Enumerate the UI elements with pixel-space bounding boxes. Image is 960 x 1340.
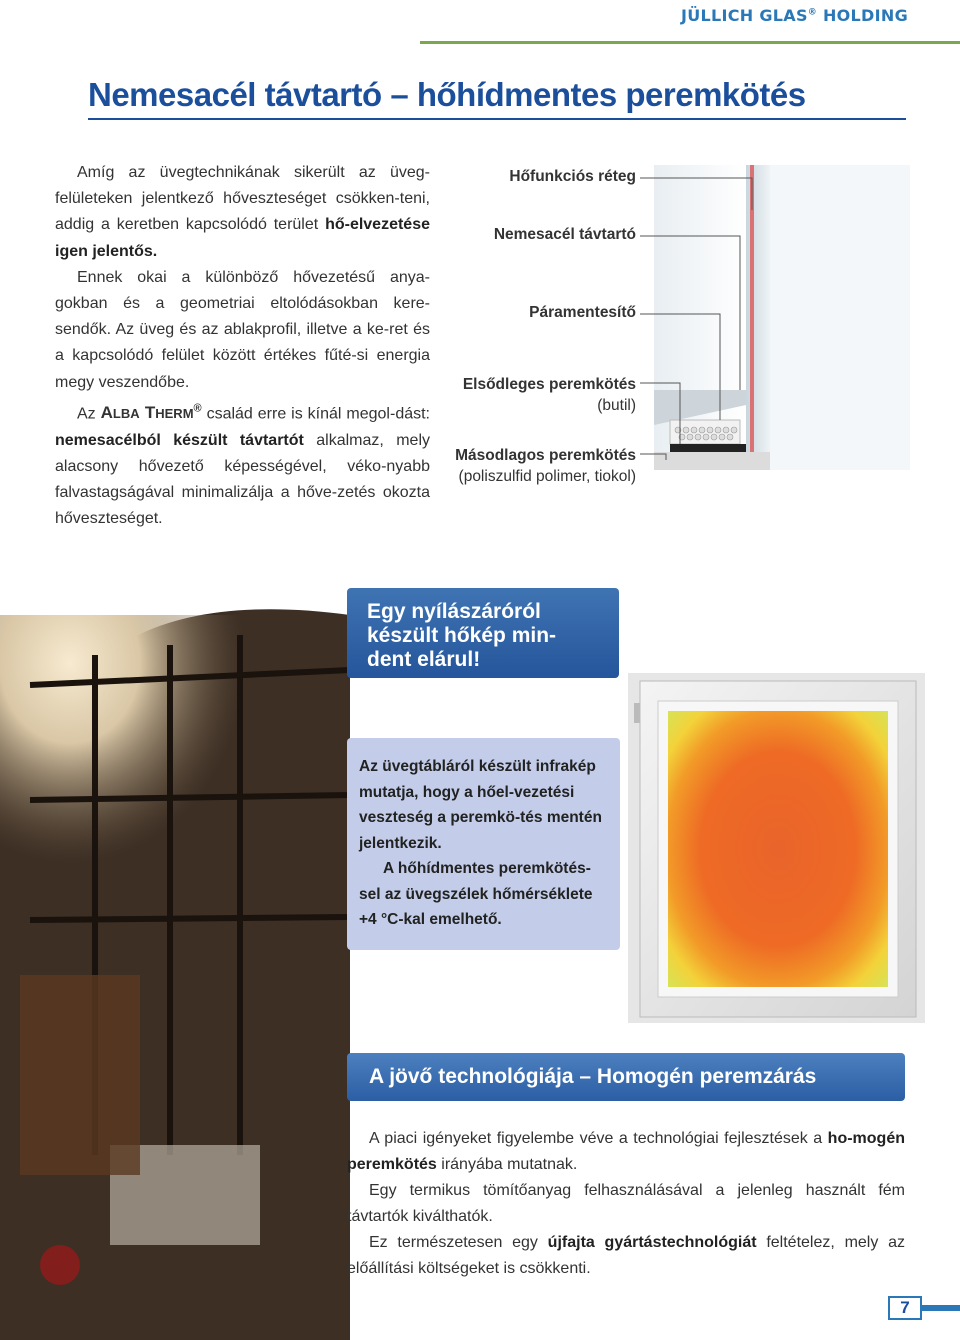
bottom-text xyxy=(347,1126,905,1282)
intro-paragraph-3: Az ALBA THERM® család erre is kínál megol-dást: nemesacélból készült távtartót alkalmaz, mely alacsony hővezető képességével, véko-nyabb falvastagságával minimalizálja a hőve-zetés okozta hőveszteséget. xyxy=(55,402,431,528)
thermal-callout: Egy nyílászáróról készült hőkép min-dent elárul! xyxy=(347,588,619,678)
glass-background xyxy=(770,165,910,470)
section-banner: A jövő technológiája – Homogén peremzárás xyxy=(347,1053,905,1101)
header-rule xyxy=(420,41,960,44)
infrared-window xyxy=(628,673,925,1023)
edge-seal-diagram xyxy=(440,150,960,510)
brand-logo: JÜLLICH GLAS® HOLDING xyxy=(680,6,908,25)
secondary-seal xyxy=(654,452,770,470)
label-secondary-seal: Másodlagos peremkötés (poliszulfid polimer, tiokol) xyxy=(455,447,636,485)
bottom-paragraph-3: Ez természetesen egy újfajta gyártástechnológiát feltételez, mely az előállítási költségeket is csökkenti. xyxy=(347,1234,906,1277)
intro-text xyxy=(55,160,430,533)
heat-map xyxy=(668,711,888,987)
thermal-image xyxy=(628,673,925,1023)
flowers xyxy=(40,1245,80,1285)
label-stainless-spacer: Nemesacél távtartó xyxy=(493,226,636,243)
chair xyxy=(20,975,140,1175)
thermal-caption-2: A hőhídmentes peremkötés-sel az üvegszélek hőmérséklete +4 °C-kal emelhető. xyxy=(359,860,593,928)
thermal-caption-1: Az üvegtábláról készült infrakép mutatja, hogy a hőel-vezetési veszteség a peremkö-tés mentén jelentkezik. xyxy=(359,758,602,852)
label-heat-function-layer: Hőfunkciós réteg xyxy=(509,168,636,185)
product-name: ALBA THERM® xyxy=(100,402,202,423)
intro-paragraph-2: Ennek okai a különböző hővezetésű anya-gokban és a geometriai eltolódásokban kere-sendők. Az üveg és az ablakprofil, illetve a ke-ret és a kapcsolódó felület között értékes fűté-si energia megy veszendőbe. xyxy=(55,268,430,391)
bottom-paragraph-2: Egy termikus tömítőanyag felhasználásával a jelenleg használt fém távtartók kiválthatók. xyxy=(347,1182,905,1225)
intro-paragraph-1: Amíg az üvegtechnikának sikerült az üveg-felületeken jelentkező hőveszteséget csökken-teni, addig a keretben kapcsolódó terület hő-elvezetése igen jelentős. xyxy=(55,164,430,260)
thermal-caption xyxy=(347,738,620,950)
bottom-paragraph-1: A piaci igényeket figyelembe véve a technológiai fejlesztések a ho-mogén peremkötés irányába mutatnak. xyxy=(347,1130,905,1173)
label-primary-seal: Elsődleges peremkötés (butil) xyxy=(462,376,636,414)
page-title: Nemesacél távtartó – hőhídmentes peremkötés xyxy=(88,76,806,113)
page-number: 7 xyxy=(888,1296,922,1320)
title-rule xyxy=(88,118,906,120)
glass-pane-right xyxy=(746,165,770,470)
label-desiccant: Páramentesítő xyxy=(529,304,636,321)
interior-photo xyxy=(0,555,350,1340)
room-illustration xyxy=(0,555,350,1340)
primary-seal xyxy=(670,444,746,452)
coating-layer xyxy=(750,165,754,470)
page-corner-bar xyxy=(922,1305,960,1311)
